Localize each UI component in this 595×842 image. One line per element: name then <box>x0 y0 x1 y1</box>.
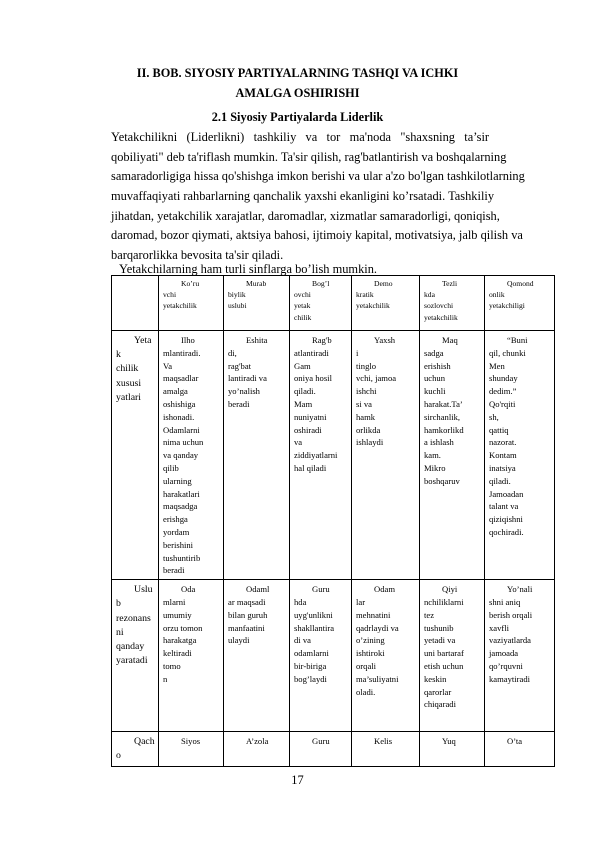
cell-line: harakatlari <box>163 488 200 499</box>
cell-line: qiziqishni <box>489 514 523 525</box>
paragraph-line: samaradorligiga hissa qo'shishga imkon berishi va ular a'zo bo'lgan tashkilotlarning <box>111 169 525 183</box>
paragraph-line: qobiliyati" deb ta'riflash mumkin. Ta'sir qilish, rag'batlantirish va boshqalarning <box>111 150 507 164</box>
cell-line: berish orqali <box>489 609 533 620</box>
cell-line: i <box>356 347 359 358</box>
cell-line: bir-biriga <box>294 660 327 671</box>
cell-line: uni bartaraf <box>424 648 464 659</box>
table-header-cell <box>485 276 555 331</box>
cell-line: Odam <box>374 584 396 595</box>
cell-line: tomo <box>163 660 181 671</box>
leadership-styles-table <box>111 275 555 767</box>
row-label-cell <box>112 732 159 766</box>
cell-line: a ishlash <box>424 437 454 448</box>
cell-line: oniya hosil <box>294 373 332 384</box>
cell-line: yetakchiligi <box>489 301 525 311</box>
cell-line: maqsadlar <box>163 373 199 384</box>
cell-line: atlantiradi <box>294 347 329 358</box>
cell-line: Jamoadan <box>489 488 524 499</box>
cell-line: Yaxsh <box>374 335 396 345</box>
table-cell <box>420 732 485 766</box>
cell-line: ma’suliyatni <box>356 673 399 684</box>
paragraph-line: barqarorlikka bevosita ta'sir qiladi. <box>111 248 284 262</box>
cell-line: yo’nalish <box>228 386 260 397</box>
cell-line: tez <box>424 609 435 620</box>
paragraph-line: Yetakchilikni (Liderlikni) tashkiliy va tor ma'noda "shaxsning ta’sir <box>111 130 490 144</box>
table-cell <box>159 331 224 580</box>
cell-line: nazorat. <box>489 437 517 448</box>
cell-line: ishtiroki <box>356 648 385 659</box>
cell-line: Oda <box>181 584 196 595</box>
cell-line: Kelis <box>374 736 393 747</box>
cell-line: rezonansni <box>116 612 151 638</box>
cell-line: kam. <box>424 450 441 461</box>
cell-line: chiqaradi <box>424 699 456 710</box>
cell-line: hda <box>294 596 307 607</box>
cell-line: beradi <box>228 398 250 409</box>
cell-line: talant va <box>489 501 519 512</box>
table-cell <box>420 331 485 580</box>
cell-line: Yetak <box>116 335 152 361</box>
cell-line: “Buni <box>507 335 528 345</box>
cell-line: bilan guruh <box>228 609 268 620</box>
table-cell <box>224 732 290 766</box>
cell-line: odamlarni <box>294 648 329 659</box>
cell-line: keltiradi <box>163 648 192 659</box>
cell-line: kratik <box>356 290 374 300</box>
cell-line: manfaatini <box>228 622 265 633</box>
cell-line: nima uchun <box>163 437 204 448</box>
cell-line: Qiyi <box>442 584 458 595</box>
cell-line: o’zining <box>356 635 385 646</box>
table-cell <box>159 732 224 766</box>
cell-line: di va <box>294 635 311 646</box>
row-label-cell <box>112 331 159 580</box>
cell-line: chilik <box>294 312 312 322</box>
cell-line: Mam <box>294 398 313 409</box>
cell-line: inatsiya <box>489 462 516 473</box>
cell-line: yetakchilik <box>424 312 458 322</box>
table-header-cell <box>352 276 420 331</box>
table-cell <box>485 732 555 766</box>
table-cell <box>485 580 555 732</box>
cell-line: maqsadga <box>163 501 198 512</box>
cell-line: amalga <box>163 386 188 397</box>
cell-line: qattiq <box>489 424 509 435</box>
cell-line: tinglo <box>356 360 377 371</box>
cell-line: qadrlaydi va <box>356 622 399 633</box>
table-header-cell <box>290 276 352 331</box>
table-header-cell <box>112 276 159 331</box>
table-cell <box>224 331 290 580</box>
cell-line: Qo'rqiti <box>489 398 516 409</box>
cell-line: ishchi <box>356 386 377 397</box>
cell-line: qanday <box>116 640 145 652</box>
table-cell <box>159 580 224 732</box>
cell-line: kuchli <box>424 386 446 397</box>
cell-line: Tezli <box>442 279 458 288</box>
cell-line: sirchanlik, <box>424 411 461 422</box>
cell-line: biylik <box>228 290 246 300</box>
table-header-cell <box>224 276 290 331</box>
cell-line: Rag'b <box>312 335 332 345</box>
table-cell <box>290 580 352 732</box>
cell-line: uchun <box>424 373 446 384</box>
cell-line: Kontam <box>489 450 517 461</box>
cell-line: berishini <box>163 539 194 550</box>
cell-line: Va <box>163 360 173 371</box>
cell-line: nchiliklarni <box>424 596 464 607</box>
cell-line: Gam <box>294 360 311 371</box>
cell-line: lar <box>356 596 366 607</box>
paragraph-line: daromad, bozor qiymati, aktsiya bahosi, ijtimoiy kapital, motivatsiya, jalb qilish va <box>111 228 523 242</box>
table-row <box>112 580 555 732</box>
cell-line: beradi <box>163 565 185 576</box>
cell-line: uslubi <box>228 301 247 311</box>
cell-line: n <box>163 673 168 684</box>
cell-line: qiladi. <box>294 386 316 397</box>
cell-line: lantiradi va <box>228 373 267 384</box>
cell-line: qochiradi. <box>489 526 524 537</box>
cell-line: qarorlar <box>424 686 452 697</box>
table-header-cell <box>159 276 224 331</box>
cell-line: bog’laydi <box>294 673 327 684</box>
cell-line: Guru <box>312 736 330 747</box>
cell-line: Ko’ru <box>181 279 200 288</box>
cell-line: vaziyatlarda <box>489 635 531 646</box>
table-cell <box>420 580 485 732</box>
cell-line: xavfli <box>489 622 510 633</box>
cell-line: harakat.Ta’ <box>424 398 463 409</box>
cell-line: hal qiladi <box>294 462 327 473</box>
cell-line: shakllantira <box>294 622 335 633</box>
cell-line: Bog’l <box>312 279 330 288</box>
table-cell <box>485 331 555 580</box>
cell-line: jamoada <box>489 648 519 659</box>
cell-line: qilib <box>163 462 179 473</box>
cell-line: Maq <box>442 335 458 345</box>
cell-line: harakatga <box>163 635 197 646</box>
cell-line: etish uchun <box>424 660 464 671</box>
cell-line: tushuntirib <box>163 552 201 563</box>
cell-line: O’ta <box>507 736 523 747</box>
cell-line: Uslub <box>116 584 153 610</box>
chapter-heading-line1: II. BOB. SIYOSIY PARTIYALARNING TASHQI VA ICHKI <box>136 66 459 80</box>
cell-line: umumiy <box>163 609 192 620</box>
cell-line: A’zola <box>246 736 269 747</box>
cell-line: Eshita <box>246 335 268 345</box>
cell-line: yetadi va <box>424 635 456 646</box>
table-header-cell <box>420 276 485 331</box>
cell-line: kda <box>424 290 435 300</box>
cell-line: Demo <box>374 279 393 288</box>
cell-line: yatlari <box>116 391 142 403</box>
table-cell <box>352 732 420 766</box>
cell-line: rag'bat <box>228 360 252 371</box>
cell-line: orlikda <box>356 424 381 435</box>
cell-line: Ilho <box>181 335 195 345</box>
cell-line: va <box>294 437 303 448</box>
cell-line: orqali <box>356 660 377 671</box>
cell-line: qo’rquvni <box>489 660 523 671</box>
table-cell <box>352 580 420 732</box>
cell-line: erishga <box>163 514 188 525</box>
paragraph-line: jihatdan, yetakchilik xarajatlar, daromadlar, xizmatlar samaradorligi, qoniqish, <box>111 209 500 223</box>
cell-line: oladi. <box>356 686 376 697</box>
cell-line: di, <box>228 347 237 358</box>
table-intro-text: Yetakchilarning ham turli sinflarga bo’lish mumkin. <box>119 262 377 276</box>
cell-line: Qacho <box>116 736 155 762</box>
cell-line: ularning <box>163 475 192 486</box>
row-label-cell <box>112 580 159 732</box>
table-cell <box>290 331 352 580</box>
cell-line: si va <box>356 398 372 409</box>
cell-line: ishonadi. <box>163 411 195 422</box>
cell-line: yordam <box>163 526 190 537</box>
cell-line: Yuq <box>442 736 456 747</box>
cell-line: Mikro <box>424 462 446 473</box>
cell-line: shunday <box>489 373 518 384</box>
table-row <box>112 732 555 766</box>
cell-line: ovchi <box>294 290 311 300</box>
cell-line: hamkorlikd <box>424 424 464 435</box>
cell-line: uyg'unlikni <box>294 609 333 620</box>
cell-line: yaratadi <box>116 655 148 667</box>
cell-line: ar maqsadi <box>228 596 266 607</box>
cell-line: ulaydi <box>228 635 250 646</box>
cell-line: Odaml <box>246 584 270 595</box>
cell-line: Siyos <box>181 736 201 747</box>
cell-line: tushunib <box>424 622 454 633</box>
cell-line: vchi, jamoa <box>356 373 397 384</box>
cell-line: xususi <box>116 377 142 389</box>
cell-line: qiladi. <box>489 475 511 486</box>
page-number: 17 <box>291 773 304 787</box>
cell-line: sh, <box>489 411 499 422</box>
cell-line: Murab <box>246 279 267 288</box>
section-subtitle: 2.1 Siyosiy Partiyalarda Liderlik <box>211 110 384 124</box>
cell-line: ziddiyatlarni <box>294 450 338 461</box>
table-row <box>112 331 555 580</box>
cell-line: mlantiradi. <box>163 347 201 358</box>
cell-line: erishish <box>424 360 451 371</box>
cell-line: Men <box>489 360 505 371</box>
chapter-heading-line2: AMALGA OSHIRISHI <box>235 86 360 100</box>
cell-line: yetak <box>294 301 311 311</box>
cell-line: nuniyatni <box>294 411 327 422</box>
cell-line: Qomond <box>507 279 534 288</box>
table-cell <box>290 732 352 766</box>
cell-line: keskin <box>424 673 447 684</box>
cell-line: onlik <box>489 290 505 300</box>
table-header-row <box>112 276 555 331</box>
cell-line: boshqaruv <box>424 475 460 486</box>
cell-line: mehnatini <box>356 609 391 620</box>
cell-line: hamk <box>356 411 376 422</box>
cell-line: orzu tomon <box>163 622 203 633</box>
cell-line: oshiradi <box>294 424 322 435</box>
table-cell <box>224 580 290 732</box>
cell-line: Guru <box>312 584 330 595</box>
cell-line: shni aniq <box>489 596 521 607</box>
cell-line: oshishiga <box>163 398 196 409</box>
cell-line: sozlovchi <box>424 301 454 311</box>
cell-line: mlarni <box>163 596 186 607</box>
cell-line: vchi <box>163 290 177 300</box>
cell-line: yetakchilik <box>356 301 390 311</box>
paragraph-line: muvaffaqiyati rahbarlarning qanchalik yaxshi ekanligini ko’rsatadi. Tashkiliy <box>111 189 495 203</box>
cell-line: sadga <box>424 347 444 358</box>
cell-line: Yo’nali <box>507 584 533 595</box>
table-cell <box>352 331 420 580</box>
cell-line: va qanday <box>163 450 199 461</box>
cell-line: chilik <box>116 363 139 375</box>
cell-line: kamaytiradi <box>489 673 531 684</box>
cell-line: qil, chunki <box>489 347 526 358</box>
cell-line: Odamlarni <box>163 424 200 435</box>
cell-line: ishlaydi <box>356 437 384 448</box>
cell-line: yetakchilik <box>163 301 197 311</box>
cell-line: dedim.” <box>489 386 517 397</box>
